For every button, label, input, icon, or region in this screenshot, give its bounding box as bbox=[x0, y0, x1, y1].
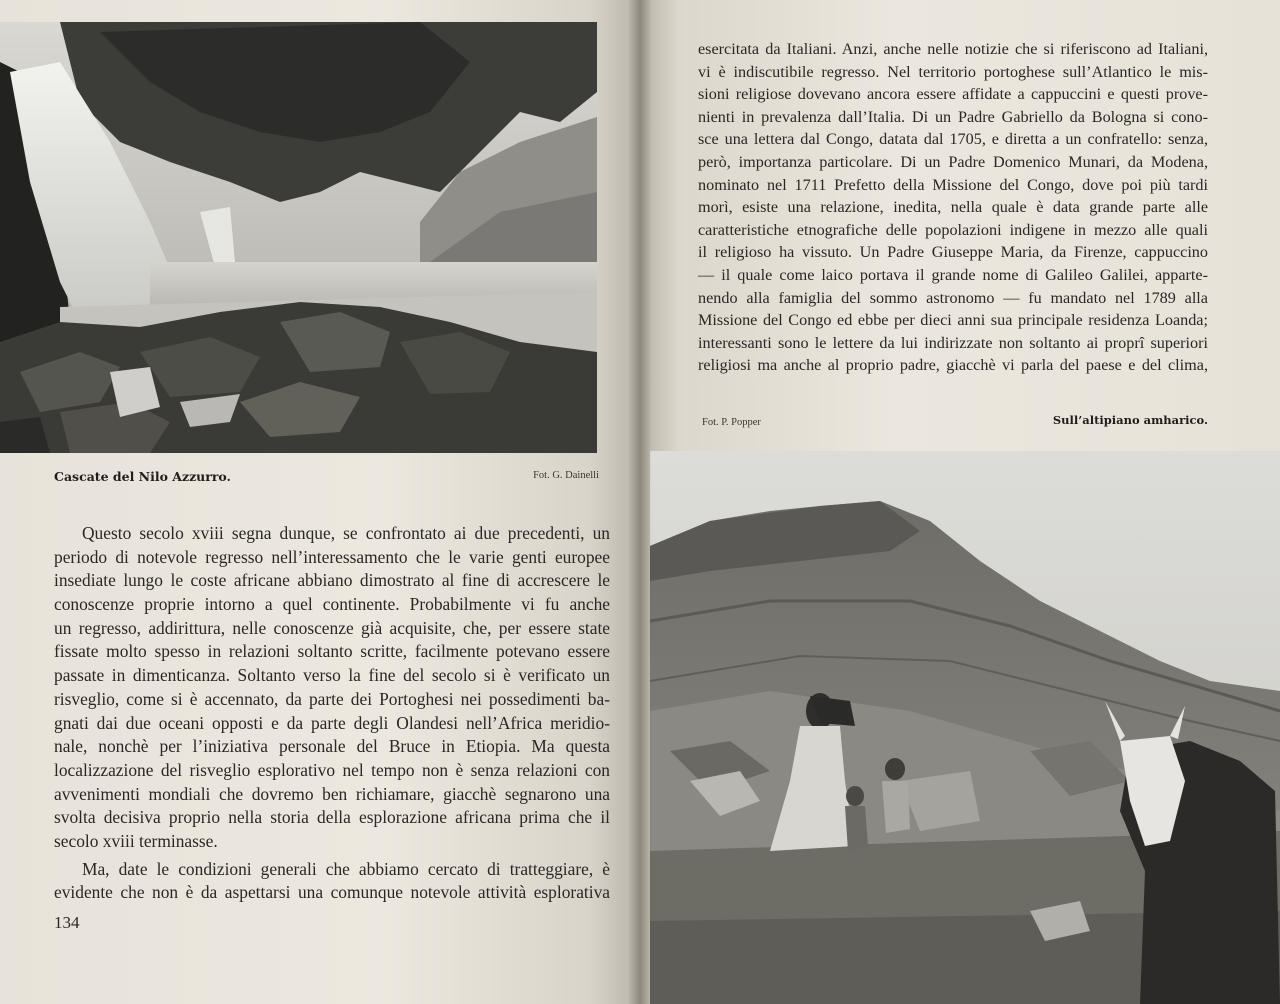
text-line: Questo secolo xviii segna dunque, se confrontato ai due precedenti, un bbox=[82, 523, 610, 543]
text-line: insediate lungo le coste africane abbiano dimostrato al fine di accrescere le bbox=[54, 570, 610, 591]
page-number: 134 bbox=[54, 913, 80, 932]
text-line: però, importanza particolare. Di un Padre Domenico Munari, da Modena, bbox=[698, 152, 1208, 171]
text-line: sce una lettera dal Congo, datata dal 1705, e diretta a un confratello: senza, bbox=[698, 130, 1208, 149]
text-line: esercitata da Italiani. Anzi, anche nelle notizie che si riferiscono ad Italiani, bbox=[698, 40, 1208, 58]
text-line: nominato nel 1711 Prefetto della Missione del Congo, dove poi più tardi bbox=[698, 175, 1208, 194]
highland-image bbox=[650, 451, 1280, 1004]
highland-photo bbox=[650, 451, 1280, 1004]
right-body-text bbox=[698, 38, 1208, 377]
text-line: gnati dai due oceani opposti e da parte degli Olandesi nell’Africa meridio- bbox=[54, 712, 610, 733]
text-line: secolo xviii terminasse. bbox=[54, 830, 218, 851]
text-line: conoscenze proprie intorno a quel continente. Probabilmente vi fu anche bbox=[54, 594, 610, 615]
text-line: un regresso, addirittura, nelle conoscenze già acquisite, che, per essere state bbox=[54, 617, 610, 638]
text-line: nendo alla famiglia del sommo astronomo — fu mandato nel 1789 alla bbox=[698, 288, 1208, 307]
text-line: vi è indiscutibile regresso. Nel territorio portoghese sull’Atlantico le mis- bbox=[698, 62, 1208, 81]
text-line: Ma, date le condizioni generali che abbiamo cercato di tratteggiare, è bbox=[82, 858, 610, 879]
highland-caption-title: Sull’altipiano amharico. bbox=[1052, 413, 1208, 427]
waterfall-image bbox=[0, 22, 597, 453]
text-line: passate in dimenticanza. Soltanto verso la fine del secolo si è verificato un bbox=[54, 665, 610, 686]
text-line: Missione del Congo ed ebbe per dieci anni sua principale residenza Loanda; bbox=[698, 311, 1208, 330]
highland-caption bbox=[702, 413, 1208, 433]
text-line: religiosi ma anche al proprio padre, giacchè vi parla del paese e del clima, bbox=[698, 356, 1208, 375]
waterfall-photo bbox=[0, 22, 597, 453]
text-line: il religioso ha vissuto. Un Padre Giuseppe Maria, da Firenze, cappuccino bbox=[698, 243, 1208, 262]
text-line: periodo di notevole regresso nell’interessamento che le varie genti europee bbox=[54, 546, 610, 567]
text-line: localizzazione del risveglio esplorativo nel tempo non è senza relazioni con bbox=[54, 759, 610, 780]
text-line: evidente che non è da aspettarsi una comunque notevole attività esplorativa bbox=[54, 882, 610, 903]
text-line: interessanti sono le lettere da lui indirizzate non soltanto ai proprî superiori bbox=[698, 333, 1208, 352]
waterfall-caption-title: Cascate del Nilo Azzurro. bbox=[54, 469, 231, 484]
highland-photo-credit: Fot. P. Popper bbox=[702, 417, 761, 428]
text-line: risveglio, come si è accennato, da parte dei Portoghesi nei possedimenti ba- bbox=[54, 688, 610, 709]
left-body-text bbox=[54, 522, 610, 905]
text-line: svolta decisiva proprio nella storia della esplorazione africana prima che il bbox=[54, 807, 610, 828]
text-line: avvenimenti mondiali che dovremo ben richiamare, giacchè segnarono una bbox=[54, 783, 610, 804]
text-line: — il quale come laico portava il grande nome di Galileo Galilei, apparte- bbox=[698, 265, 1208, 284]
text-line: sioni religiose dovevano ancora essere affidate a cappuccini e questi prove- bbox=[698, 85, 1208, 104]
text-line: fissate molto spesso in relazioni soltanto scritte, facilmente potevano essere bbox=[54, 641, 610, 662]
text-line: nienti in prevalenza dall’Italia. Di un Padre Gabriello da Bologna si cono- bbox=[698, 107, 1208, 126]
waterfall-caption bbox=[54, 469, 599, 489]
text-line: nale, nonchè per l’iniziativa personale del Bruce in Etiopia. Ma questa bbox=[54, 736, 610, 757]
text-line: caratteristiche etnografiche delle popolazioni indigene in mezzo alle quali bbox=[698, 220, 1208, 239]
text-line: morì, esiste una relazione, inedita, nella quale è data grande parte alle bbox=[698, 198, 1208, 217]
waterfall-photo-credit: Fot. G. Dainelli bbox=[533, 470, 599, 481]
